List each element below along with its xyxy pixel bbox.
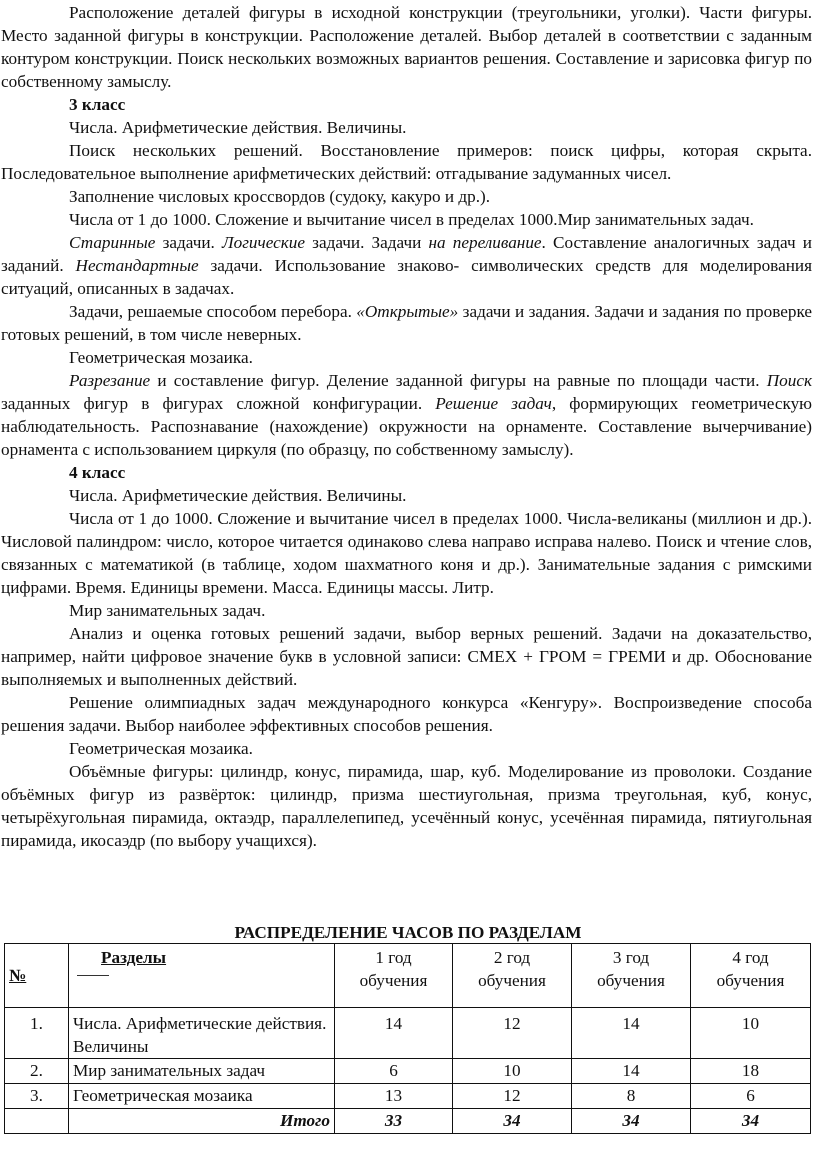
paragraph xyxy=(1,231,812,300)
paragraph xyxy=(1,1,812,93)
total-value: 34 xyxy=(572,1109,691,1134)
header-year-1: 1 год обучения xyxy=(335,944,453,1008)
text-run: задачи. Задачи xyxy=(305,233,429,252)
total-value: 33 xyxy=(335,1109,453,1134)
row-value: 14 xyxy=(572,1059,691,1084)
row-value: 10 xyxy=(691,1008,811,1059)
text-run: Поиск нескольких решений. Восстановление примеров: поиск цифры, которая скрыта. Последовательное выполнение арифметических действий: отгадывание задуманных чисел. xyxy=(1,141,812,183)
table-row xyxy=(5,1008,811,1059)
text-run: , формирующих геометрическую наблюдательность. Распознавание (нахождение) окружности на орнаменте. Составление вычерчивание) орнамента с использованием циркуля (по образцу, по собственному замыслу). xyxy=(1,394,813,459)
italic-term: Старинные xyxy=(69,233,156,252)
row-value: 10 xyxy=(453,1059,572,1084)
paragraph xyxy=(1,208,812,231)
section-heading xyxy=(1,93,812,116)
italic-term: Логические xyxy=(221,233,306,252)
text-run: Расположение деталей фигуры в исходной конструкции (треугольники, уголки). Части фигуры. Место заданной фигуры в конструкции. Расположение деталей. Выбор деталей в соответствии с заданным контуром конструкции. Поиск нескольких возможных вариантов решения. Составление и зарисовка фигур по собственному замыслу. xyxy=(1,3,812,91)
text-run: 3 класс xyxy=(69,95,126,114)
row-value: 6 xyxy=(335,1059,453,1084)
paragraph xyxy=(1,185,812,208)
table-row xyxy=(5,1084,811,1109)
text-run: Числа от 1 до 1000. Сложение и вычитание чисел в пределах 1000. Числа-великаны (миллион и др.). Числовой палиндром: число, которое читается одинаково слева направо исправа налево. Поиск и чтение слов, связанных с математикой (в таблице, ходом шахматного коня и др.). Занимательные задания с римскими цифрами. Время. Единицы времени. Масса. Единицы массы. Литр. xyxy=(1,509,812,597)
row-name: Числа. Арифметические действия. Величины xyxy=(69,1008,335,1059)
row-num: 3. xyxy=(5,1084,69,1109)
paragraph xyxy=(1,369,812,461)
row-value: 14 xyxy=(572,1008,691,1059)
italic-term: «Открытые» xyxy=(356,302,459,321)
text-run: задачи. xyxy=(155,233,222,252)
header-year-2: 2 год обучения xyxy=(453,944,572,1008)
text-run: Заполнение числовых кроссвордов (судоку, какуро и др.). xyxy=(69,187,491,206)
table-header-row xyxy=(5,944,811,1008)
header-year-3: 3 год обучения xyxy=(572,944,691,1008)
header-num: № xyxy=(9,966,27,985)
text-run: Геометрическая мозаика. xyxy=(69,348,253,367)
text-run: задачи. Использование знаково- символических средств для моделирования ситуаций, описанных в задачах. xyxy=(1,256,812,298)
italic-term: Разрезание xyxy=(69,371,151,390)
paragraph xyxy=(1,484,812,507)
text-run: задачи и задания. Задачи и задания по проверке готовых решений, в том числе неверных. xyxy=(1,302,812,344)
table-total-row xyxy=(5,1109,811,1134)
table-title: РАСПРЕДЕЛЕНИЕ ЧАСОВ ПО РАЗДЕЛАМ xyxy=(234,923,582,942)
header-underline xyxy=(77,975,109,976)
header-sections: Разделы xyxy=(101,948,167,967)
row-value: 12 xyxy=(453,1008,572,1059)
total-value: 34 xyxy=(691,1109,811,1134)
paragraph xyxy=(1,346,812,369)
total-label: Итого xyxy=(69,1109,335,1134)
row-value: 8 xyxy=(572,1084,691,1109)
table-row xyxy=(5,1059,811,1084)
row-value: 14 xyxy=(335,1008,453,1059)
header-sections-cell xyxy=(69,944,335,1008)
total-empty-cell xyxy=(5,1109,69,1134)
italic-term: на переливание xyxy=(428,233,542,252)
italic-term: Поиск xyxy=(766,371,812,390)
row-name: Геометрическая мозаика xyxy=(69,1084,335,1109)
text-run: заданных фигур в фигурах сложной конфигурации. xyxy=(1,394,436,413)
paragraph xyxy=(1,300,812,346)
italic-term: Решение задач xyxy=(435,394,552,413)
text-run: Мир занимательных задач. xyxy=(69,601,266,620)
text-run: Объёмные фигуры: цилиндр, конус, пирамида, шар, куб. Моделирование из проволоки. Создание объёмных фигур из развёрток: цилиндр, призма шестиугольная, призма треугольная, куб, конус, четырёхугольная пирамида, октаэдр, параллелепипед, усечённый конус, усечённая пирамида, пятиугольная пирамида, икосаэдр (по выбору учащихся). xyxy=(1,762,812,850)
row-num: 2. xyxy=(5,1059,69,1084)
paragraph xyxy=(1,139,812,185)
paragraph xyxy=(1,760,812,852)
text-run: Задачи, решаемые способом перебора. xyxy=(69,302,357,321)
row-value: 6 xyxy=(691,1084,811,1109)
section-heading xyxy=(1,461,812,484)
total-value: 34 xyxy=(453,1109,572,1134)
header-year-4: 4 год обучения xyxy=(691,944,811,1008)
row-value: 13 xyxy=(335,1084,453,1109)
paragraph xyxy=(1,599,812,622)
hours-distribution-table xyxy=(4,943,811,1134)
paragraph xyxy=(1,622,812,691)
text-run: Числа. Арифметические действия. Величины. xyxy=(69,486,407,505)
paragraph xyxy=(1,116,812,139)
row-name: Мир занимательных задач xyxy=(69,1059,335,1084)
text-run: Числа. Арифметические действия. Величины. xyxy=(69,118,407,137)
paragraph xyxy=(1,691,812,737)
row-num: 1. xyxy=(5,1008,69,1059)
row-value: 18 xyxy=(691,1059,811,1084)
text-run: Анализ и оценка готовых решений задачи, выбор верных решений. Задачи на доказательство, например, найти цифровое значение букв в условной записи: СМЕХ + ГРОМ = ГРЕМИ и др. Обоснование выполняемых и выполненных действий. xyxy=(1,624,812,689)
row-value: 12 xyxy=(453,1084,572,1109)
text-run: Решение олимпиадных задач международного конкурса «Кенгуру». Воспроизведение способа решения задачи. Выбор наиболее эффективных способов решения. xyxy=(1,693,812,735)
paragraph xyxy=(1,737,812,760)
text-run: и составление фигур. Деление заданной фигуры на равные по площади части. xyxy=(150,371,767,390)
text-run: Числа от 1 до 1000. Сложение и вычитание чисел в пределах 1000.Мир занимательных задач. xyxy=(69,210,754,229)
text-run: . Составление аналогичных задач и заданий. xyxy=(1,233,812,275)
header-num-cell xyxy=(5,944,69,1008)
paragraph xyxy=(1,507,812,599)
text-run: 4 класс xyxy=(69,463,126,482)
italic-term: Нестандартные xyxy=(75,256,199,275)
text-run: Геометрическая мозаика. xyxy=(69,739,253,758)
